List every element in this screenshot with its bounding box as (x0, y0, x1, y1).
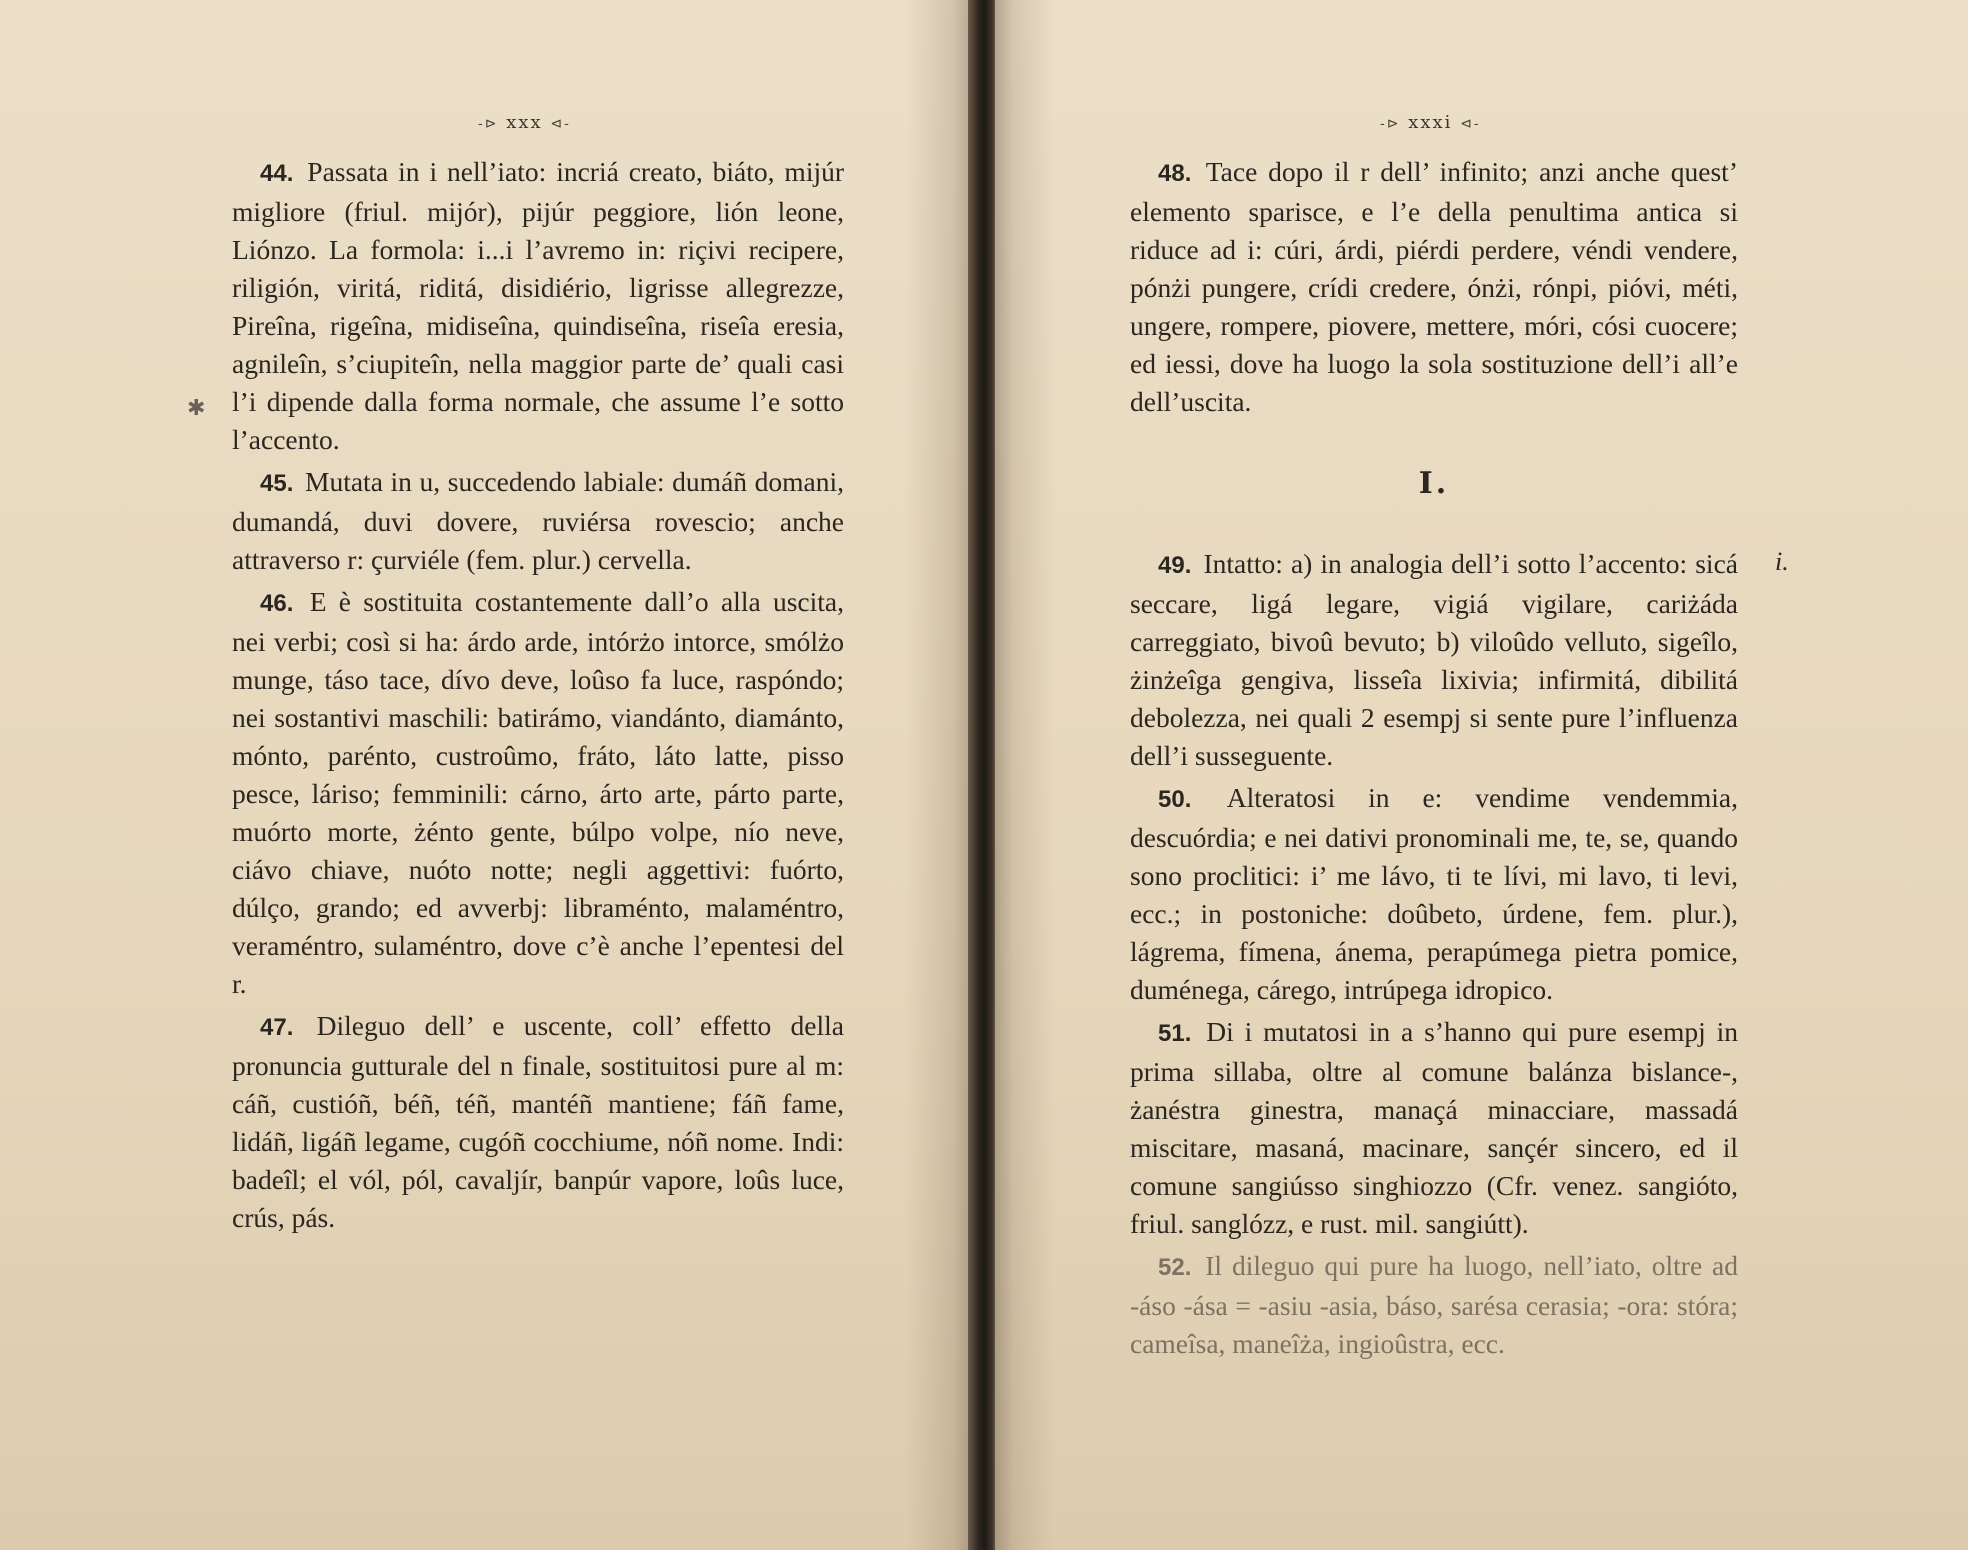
ornament-icon: -⊳ (478, 116, 499, 132)
left-page (0, 0, 975, 1550)
running-head-left (478, 112, 571, 133)
paragraph-49 (1130, 545, 1738, 775)
running-head-right (1380, 112, 1481, 133)
pin-mark-icon: ✱ (187, 396, 206, 421)
paragraph-number: 52. (1158, 1254, 1192, 1281)
paragraph-text: Alteratosi in e: vendime vendemmia, descuórdia; e nei dativi pronominali me, te, se, quando sono proclitici: i’ me lávo, ti te lívi, mi lavo, ti levi, ecc.; in postoniche: doûbeto, úrdene, fem. plur.), lágrema, fímena, ánema, perapúmega pietra pomice, duménega, cárego, intrúpega idropico. (1130, 782, 1738, 1005)
paragraph-50 (1130, 779, 1738, 1009)
paragraph-51 (1130, 1013, 1738, 1243)
paragraph-text: Il dileguo qui pure ha luogo, nell’iato, oltre ad -áso -ása = -asiu -asia, báso, sarésa cerasia; -ora: stóra; cameîsa, maneîża, ingioûstra, ecc. (1130, 1250, 1738, 1359)
paragraph-text: Passata in i nell’iato: incriá creato, biáto, mijúr migliore (friul. mijór), pijúr peggiore, lión leone, Liónzo. La formola: i...i l’avremo in: riçivi recipere, riligión, viritá, riditá, disidiério, ligrisse allegrezze, Pireîna, rigeîna, midiseîna, quindiseîna, riseîa eresia, agnileîn, s’ciupiteîn, nella maggior parte de’ quali casi l’i dipende dalla forma normale, che assume l’e sotto l’accento. (232, 156, 845, 455)
page-number-left: xxx (506, 112, 543, 133)
paragraph-number: 49. (1158, 552, 1192, 579)
paragraph-text: E è sostituita costantemente dall’o alla uscita, nei verbi; così si ha: árdo arde, intórżo intorce, smólżo munge, táso tace, dívo deve, loûso fa luce, raspóndo; nei sostantivi maschili: batirámo, viandánto, diamánto, mónto, parénto, custroûmo, fráto, láto latte, pisso pesce, láriso; femminili: cárno, árto arte, párto parte, muórto morte, żénto gente, búlpo volpe, nío neve, ciávo chiave, nuóto notte; negli aggettivi: fuórto, dúlço, grando; ed avverbj: libraménto, malaméntro, veraméntro, sulaméntro, dove c’è anche l’epentesi del r. (232, 586, 844, 999)
paragraph-text: Tace dopo il r dell’ infinito; anzi anche quest’ elemento sparisce, e l’e della penultima antica si riduce ad i: cúri, árdi, piérdi perdere, véndi vendere, pónżi pungere, crídi credere, ónżi, rónpi, pióvi, méti, ungere, rompere, piovere, mettere, móri, cósi cuocere; ed iessi, dove ha luogo la sola sostituzione dell’i all’e dell’uscita. (1130, 156, 1738, 417)
paragraph-46 (232, 583, 844, 1003)
ornament-icon: ⊲- (550, 116, 571, 132)
right-page (995, 0, 1968, 1550)
right-body-text (1130, 153, 1738, 1367)
paragraph-text: Intatto: a) in analogia dell’i sotto l’accento: sicá seccare, ligá legare, vigiá vigilare, cariżáda carreggiato, bivoû bevuto; b) viloûdo velluto, sigeîlo, żinżeîga gengiva, lisseîa lixivia; infirmitá, dibilitá debolezza, nei quali 2 esempj si sente pure l’influenza dell’i susseguente. (1130, 548, 1738, 771)
ornament-icon: -⊳ (1380, 116, 1401, 132)
ornament-icon: ⊲- (1460, 116, 1481, 132)
paragraph-number: 44. (260, 160, 294, 187)
paragraph-text: Di i mutatosi in a s’hanno qui pure esempj in prima sillaba, oltre al comune balánza bislance-, żanéstra ginestra, manaçá minacciare, massadá miscitare, masaná, macinare, sançér sincero, ed il comune sangiússo singhiozzo (Cfr. venez. sangióto, friul. sanglózz, e rust. mil. sangiútt). (1130, 1016, 1739, 1239)
page-number-right: xxxi (1408, 112, 1453, 133)
book-gutter (968, 0, 998, 1550)
paragraph-number: 50. (1158, 786, 1192, 813)
paragraph-45 (232, 463, 844, 579)
paragraph-text: Dileguo dell’ e uscente, coll’ effetto della pronuncia gutturale del n finale, sostituitosi pure al m: cáñ, custióñ, béñ, téñ, mantéñ mantiene; fáñ fame, lidáñ, ligáñ legame, cugóñ cocchiume, nóñ nome. Indi: badeîl; el vól, pól, cavaljír, banpúr vapore, loûs luce, crús, pás. (232, 1010, 844, 1233)
margin-note: i. (1775, 547, 1789, 576)
left-body-text (232, 153, 844, 1241)
paragraph-number: 47. (260, 1014, 294, 1041)
paragraph-47 (232, 1007, 844, 1237)
paragraph-number: 45. (260, 470, 294, 497)
paragraph-number: 51. (1158, 1020, 1192, 1047)
paragraph-number: 46. (260, 590, 294, 617)
section-heading: I. (1418, 466, 1450, 501)
paragraph-52 (1130, 1247, 1738, 1363)
paragraph-48 (1130, 153, 1738, 421)
paragraph-number: 48. (1158, 160, 1192, 187)
paragraph-44 (232, 153, 844, 459)
paragraph-text: Mutata in u, succedendo labiale: dumáñ domani, dumandá, duvi dovere, ruviérsa rovescio; anche attraverso r: çurviéle (fem. plur.) cervella. (232, 466, 845, 575)
